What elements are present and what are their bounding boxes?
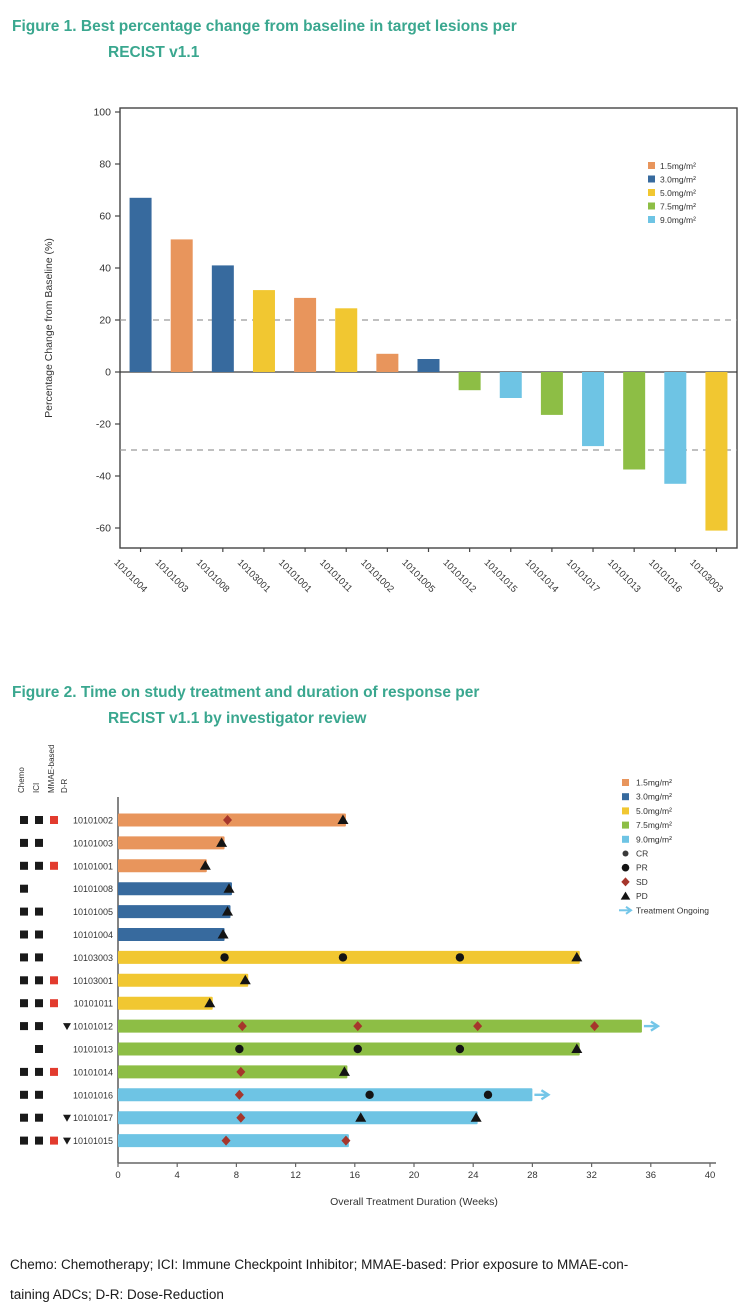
fig1-x-label: 10101008 xyxy=(193,557,232,596)
abbreviation-footnote xyxy=(10,1250,730,1310)
fig1-bar-10101003 xyxy=(171,239,193,372)
fig2-mmae-square xyxy=(50,999,58,1007)
fig2-chemo-square xyxy=(20,1114,28,1122)
fig1-y-tick-label: 20 xyxy=(99,314,111,327)
fig2-marker-pr-circle xyxy=(354,1045,362,1053)
fig2-dose-reduction-marker xyxy=(63,1023,71,1030)
fig1-bar-10101005 xyxy=(418,359,440,372)
fig2-marker-pr-circle xyxy=(456,1045,464,1053)
fig1-legend-swatch xyxy=(648,176,655,183)
fig2-row-label: 10103001 xyxy=(72,975,113,986)
fig2-legend-label: 5.0mg/m² xyxy=(636,805,672,816)
fig1-y-tick-label: 100 xyxy=(93,106,111,119)
fig2-bar-10101003 xyxy=(118,836,225,849)
fig2-bar-10101005 xyxy=(118,905,230,918)
fig1-bar-10101012 xyxy=(459,372,481,390)
fig1-bar-10101013 xyxy=(623,372,645,470)
fig2-ici-square xyxy=(35,976,43,984)
fig1-x-label: 10101013 xyxy=(605,557,643,596)
fig2-legend-pd-icon xyxy=(621,892,631,900)
fig2-mmae-square xyxy=(50,1068,58,1076)
fig2-legend-swatch xyxy=(622,793,629,800)
fig2-chemo-square xyxy=(20,976,28,984)
fig2-bar-10101016 xyxy=(118,1088,532,1101)
fig1-legend-swatch xyxy=(648,162,655,169)
fig1-y-tick-label: -40 xyxy=(95,470,111,483)
fig2-x-tick-label: 4 xyxy=(174,1170,180,1181)
fig1-bar-10103001 xyxy=(253,290,275,372)
fig1-x-label: 10101016 xyxy=(646,557,684,596)
fig2-bar-10101012 xyxy=(118,1020,642,1033)
fig2-mmae-square xyxy=(50,976,58,984)
figure2-title-line2: RECIST v1.1 by investigator review xyxy=(108,710,367,727)
fig2-x-tick-label: 32 xyxy=(586,1170,597,1181)
figure1-title-line2: RECIST v1.1 xyxy=(108,44,200,61)
fig2-legend-label: CR xyxy=(636,848,649,859)
fig1-bar-10101017 xyxy=(582,372,604,446)
fig2-legend-sd-icon xyxy=(621,877,629,886)
fig2-row-label: 10103003 xyxy=(72,952,113,963)
fig2-chemo-square xyxy=(20,1091,28,1099)
fig2-legend-swatch xyxy=(622,822,629,829)
fig2-dose-reduction-marker xyxy=(63,1138,71,1145)
fig1-legend-label: 1.5mg/m² xyxy=(660,161,696,171)
fig1-y-tick-label: 80 xyxy=(99,158,111,171)
fig2-bar-10101013 xyxy=(118,1043,580,1056)
fig2-legend-label: 7.5mg/m² xyxy=(636,820,672,831)
fig2-row-label: 10101017 xyxy=(72,1113,113,1124)
fig1-bar-10101011 xyxy=(335,308,357,372)
fig1-x-label: 10101012 xyxy=(440,557,479,596)
fig2-dose-reduction-marker xyxy=(63,1115,71,1122)
fig1-bar-10101001 xyxy=(294,298,316,372)
fig1-y-tick-label: -20 xyxy=(95,418,111,431)
fig2-x-tick-label: 28 xyxy=(527,1170,538,1181)
fig2-row-label: 10101014 xyxy=(72,1067,113,1078)
fig1-bar-10101002 xyxy=(376,354,398,372)
fig2-mmae-square xyxy=(50,816,58,824)
fig2-x-tick-label: 36 xyxy=(645,1170,657,1181)
fig1-legend-label: 3.0mg/m² xyxy=(660,174,696,185)
fig1-y-tick-label: 60 xyxy=(99,210,111,223)
fig1-x-label: 10101001 xyxy=(275,557,314,596)
fig2-legend-pr-icon xyxy=(622,864,630,872)
fig1-y-tick-label: -60 xyxy=(95,522,111,535)
fig2-chemo-square xyxy=(20,908,28,916)
fig2-marker-pr-circle xyxy=(456,953,464,961)
fig2-marker-pr-circle xyxy=(365,1091,373,1099)
fig2-marker-pr-circle xyxy=(339,953,347,961)
fig1-x-label: 10101003 xyxy=(152,557,191,596)
fig1-y-axis-label: Percentage Change from Baseline (%) xyxy=(43,238,55,418)
fig2-row-label: 10101005 xyxy=(72,907,113,918)
fig2-bar-10101001 xyxy=(118,859,207,872)
fig1-y-tick-label: 0 xyxy=(105,366,111,379)
fig2-column-header-d-r: D-R xyxy=(60,778,69,793)
fig2-row-label: 10101004 xyxy=(72,930,113,940)
fig2-row-label: 10101008 xyxy=(72,884,113,895)
fig2-legend-label: 1.5mg/m² xyxy=(636,777,672,788)
fig1-x-label: 10101014 xyxy=(522,557,561,596)
fig2-row-label: 10101013 xyxy=(72,1044,113,1055)
fig1-legend-label: 9.0mg/m² xyxy=(660,215,696,225)
fig2-ici-square xyxy=(35,1022,43,1030)
fig2-row-label: 10101002 xyxy=(72,815,113,826)
fig2-row-label: 10101001 xyxy=(72,861,113,872)
fig2-row-label: 10101011 xyxy=(73,998,113,1009)
fig2-legend-label: 9.0mg/m² xyxy=(636,834,672,845)
fig1-bar-10101008 xyxy=(212,265,234,372)
fig1-bar-10101004 xyxy=(130,198,152,372)
fig1-legend-label: 7.5mg/m² xyxy=(660,201,696,212)
fig2-marker-pr-circle xyxy=(235,1045,243,1053)
fig2-marker-pr-circle xyxy=(484,1091,492,1099)
fig2-ici-square xyxy=(35,931,43,939)
fig1-legend-label: 5.0mg/m² xyxy=(660,188,696,198)
fig2-chemo-square xyxy=(20,931,28,939)
fig2-column-header-ici: ICI xyxy=(32,782,41,793)
fig2-column-header-chemo: Chemo xyxy=(17,767,26,793)
fig2-ici-square xyxy=(35,1091,43,1099)
footnote-line1: Chemo: Chemotherapy; ICI: Immune Checkpoint Inhibitor; MMAE-based: Prior exposure to MMAE-con- xyxy=(10,1257,629,1272)
fig2-ici-square xyxy=(35,1137,43,1145)
fig2-chemo-square xyxy=(20,862,28,870)
fig2-legend-cr-icon xyxy=(623,851,629,857)
fig2-legend-label: SD xyxy=(636,876,648,887)
fig2-chemo-square xyxy=(20,1022,28,1030)
fig2-ici-square xyxy=(35,1068,43,1076)
fig2-ici-square xyxy=(35,1114,43,1122)
fig2-bar-10101015 xyxy=(118,1134,349,1147)
fig1-x-label: 10103003 xyxy=(687,557,725,596)
fig2-bar-10103001 xyxy=(118,974,248,987)
figure1-title-line1: Figure 1. Best percentage change from baseline in target lesions per xyxy=(12,18,517,35)
fig2-x-axis-label: Overall Treatment Duration (Weeks) xyxy=(330,1196,498,1208)
fig2-legend-swatch xyxy=(622,836,629,843)
fig2-legend-label: Treatment Ongoing xyxy=(636,905,709,916)
fig1-legend-swatch xyxy=(648,189,655,196)
fig2-bar-10101017 xyxy=(118,1111,478,1124)
fig1-x-label: 10101017 xyxy=(563,557,602,596)
fig2-chemo-square xyxy=(20,1068,28,1076)
fig2-ici-square xyxy=(35,1045,43,1053)
fig2-bar-10101008 xyxy=(118,882,232,895)
fig2-chemo-square xyxy=(20,1137,28,1145)
fig2-mmae-square xyxy=(50,862,58,870)
figure2-title-line1: Figure 2. Time on study treatment and duration of response per xyxy=(12,684,480,701)
fig2-row-label: 10101016 xyxy=(72,1090,113,1101)
fig1-x-label: 10101002 xyxy=(358,557,396,596)
figure2-title xyxy=(12,680,712,732)
fig2-x-tick-label: 0 xyxy=(115,1170,121,1181)
fig2-marker-pr-circle xyxy=(220,953,228,961)
fig2-x-tick-label: 24 xyxy=(467,1170,479,1181)
fig2-mmae-square xyxy=(50,1137,58,1145)
fig1-x-label: 10103001 xyxy=(234,557,273,596)
fig2-bar-10101011 xyxy=(118,997,213,1010)
fig2-ici-square xyxy=(35,999,43,1007)
fig1-x-label: 10101005 xyxy=(399,557,438,596)
fig2-chemo-square xyxy=(20,999,28,1007)
fig2-ici-square xyxy=(35,839,43,847)
fig2-chemo-square xyxy=(20,885,28,893)
fig2-ici-square xyxy=(35,862,43,870)
fig1-x-label: 10101011 xyxy=(317,557,355,595)
fig2-x-tick-label: 40 xyxy=(704,1170,716,1181)
fig2-legend-swatch xyxy=(622,779,629,786)
fig1-x-label: 10101015 xyxy=(481,557,520,596)
fig2-legend-label: 3.0mg/m² xyxy=(636,791,672,802)
fig1-bar-10101014 xyxy=(541,372,563,415)
fig2-chemo-square xyxy=(20,816,28,824)
fig2-x-tick-label: 20 xyxy=(408,1170,420,1181)
fig2-chemo-square xyxy=(20,953,28,961)
fig2-x-tick-label: 16 xyxy=(349,1170,361,1181)
footnote-line2: taining ADCs; D-R: Dose-Reduction xyxy=(10,1287,224,1302)
figure1-chart xyxy=(0,85,748,637)
figure2-chart xyxy=(0,735,748,1240)
fig2-column-header-mmae-based: MMAE-based xyxy=(47,744,56,793)
fig2-chemo-square xyxy=(20,839,28,847)
fig2-x-tick-label: 12 xyxy=(290,1170,301,1181)
fig2-row-label: 10101015 xyxy=(72,1136,113,1147)
fig1-bar-10103003 xyxy=(705,372,727,531)
figure1-title xyxy=(12,14,712,66)
fig2-bar-10101014 xyxy=(118,1065,347,1078)
fig2-ici-square xyxy=(35,816,43,824)
fig2-x-tick-label: 8 xyxy=(233,1170,240,1181)
fig2-row-label: 10101003 xyxy=(72,838,113,849)
fig1-legend-swatch xyxy=(648,203,655,210)
fig2-legend-label: PD xyxy=(636,891,648,902)
fig2-ici-square xyxy=(35,953,43,961)
fig1-bar-10101016 xyxy=(664,372,686,484)
fig2-legend-label: PR xyxy=(636,862,648,873)
fig1-y-tick-label: 40 xyxy=(99,262,111,275)
fig1-x-label: 10101004 xyxy=(111,557,150,596)
fig2-ici-square xyxy=(35,908,43,916)
fig2-bar-10103003 xyxy=(118,951,580,964)
fig2-legend-swatch xyxy=(622,807,629,814)
fig2-bar-10101004 xyxy=(118,928,225,941)
fig1-bar-10101015 xyxy=(500,372,522,398)
fig1-legend-swatch xyxy=(648,216,655,223)
fig2-row-label: 10101012 xyxy=(72,1021,113,1032)
